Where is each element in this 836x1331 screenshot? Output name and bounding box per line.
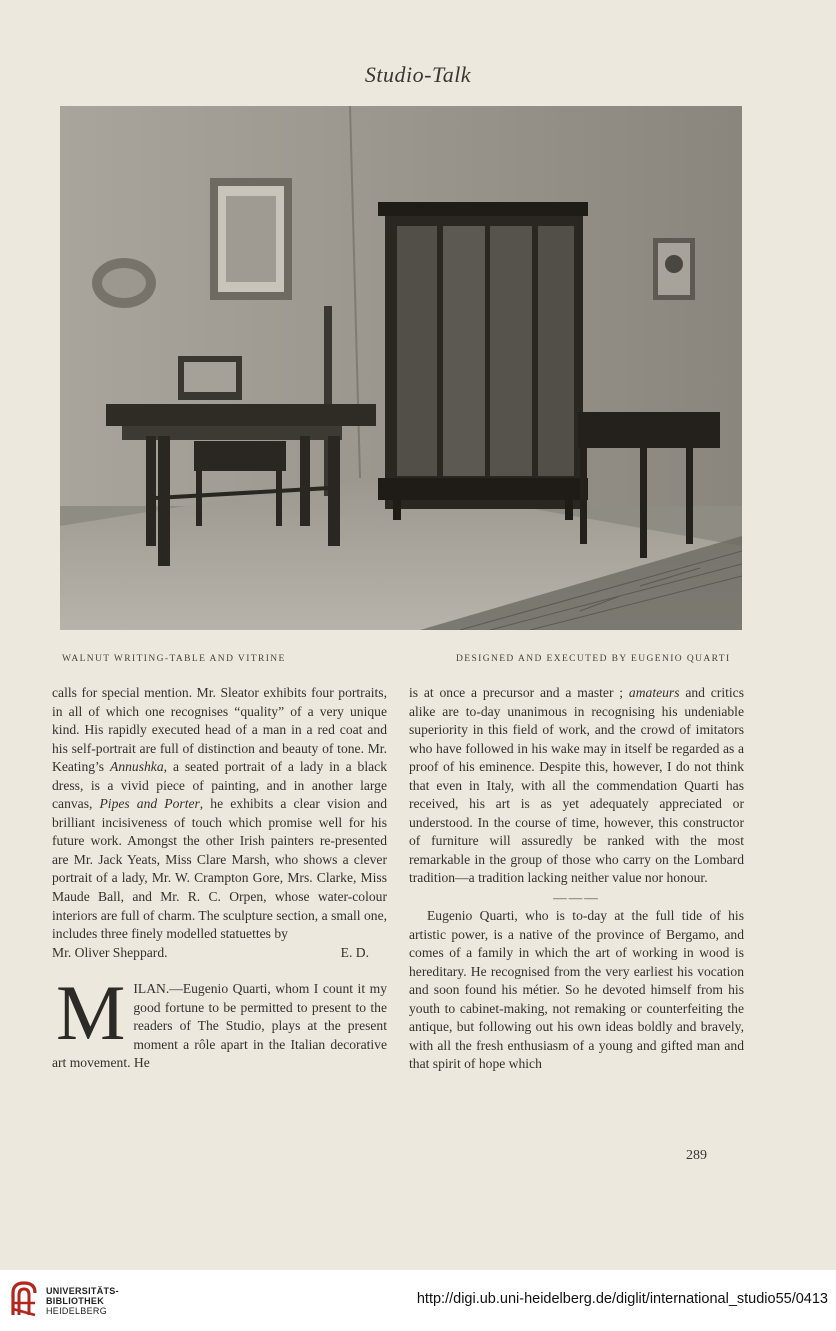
footer-bar bbox=[0, 1270, 836, 1331]
heidelberg-library-logo-icon[interactable] bbox=[9, 1279, 39, 1319]
author-initials: E. D. bbox=[340, 944, 369, 960]
italic-title-pipes-and-porter: Pipes and Porter bbox=[99, 796, 200, 812]
right-paragraph-2: Eugenio Quarti, who is to-day at the full tide of his artistic power, is a native of the province of Bergamo, and comes of a family in which the art of working in wood is hereditary. He recognised from the very earliest his vocation and soon found his métier. So he devoted himself from his youth to cabinet-making, not remaking or counterfeiting the antique, but following out his own ideas boldly and bravely, with all the fresh enthusiasm of a young and gifted man and that spirit of hope which bbox=[409, 908, 744, 1072]
caption-left: WALNUT WRITING-TABLE AND VITRINE bbox=[62, 654, 286, 664]
running-head: Studio-Talk bbox=[364, 62, 472, 87]
source-url-link[interactable]: http://digi.ub.uni-heidelberg.de/diglit/international_studio55/0413 bbox=[416, 1291, 828, 1307]
italic-word-amateurs: amateurs bbox=[628, 685, 680, 700]
italic-title-annushka: Annushka bbox=[110, 759, 164, 775]
section-divider: ——— bbox=[553, 890, 600, 906]
text-run: , he exhibits a clear vision and brilliant incisiveness of touch which promise well for his future work. Amongst the other Irish painters re-presented are Mr. Jack Yeats, Miss Clare Marsh, who shows a clever portrait of a lady, Mr. W. Crampton Gore, Mrs. Clarke, Miss Maude Ball, and Mr. R. C. Orpen, whose water-colour interiors are full of charm. The sculpture section, a small one, includes three finely modelled statuettes by bbox=[52, 796, 387, 942]
text-run: calls for special mention. Mr. Sleator exhibits four portraits, in all of which one recognises “quality” of a very unique kind. His rapidly executed head of a man in a red coat and his self-portrait are full of distinction and beauty of tone. Mr. Keating’s bbox=[52, 685, 387, 775]
left-paragraph-2 bbox=[52, 969, 387, 1073]
library-name[interactable] bbox=[46, 1286, 119, 1316]
left-paragraph-1 bbox=[52, 684, 387, 944]
right-paragraph-1 bbox=[409, 684, 744, 888]
signature-name: Mr. Oliver Sheppard. bbox=[52, 944, 168, 960]
text-run: , a seated portrait of a lady in a black dress, is a vivid piece of painting, and in another large canvas, bbox=[52, 759, 387, 812]
text-run: and critics alike are to-day unanimous in recognising his undeniable superiority in this field of work, and the crowd of imitators who have followed in his wake may in itself be regarded as a proof of his eminence. Despite this, however, I do not think that even in Italy, with all the commendation Quarti has received, his art is as yet adequately appreciated or understood. In the course of time, however, this constructor of furniture will assuredly be ranked with the most remarkable in the group of those who carry on the Lombard tradition—a tradition lacking neither value nor honour. bbox=[409, 685, 744, 886]
library-name-line-1: UNIVERSITÄTS- bbox=[46, 1286, 119, 1296]
text-run: is at once a precursor and a master ; bbox=[409, 685, 629, 700]
drop-cap-lead: ILAN. bbox=[133, 981, 170, 997]
left-column bbox=[52, 684, 387, 1073]
drop-cap-letter: M bbox=[56, 969, 126, 1057]
library-name-line-3: HEIDELBERG bbox=[46, 1306, 108, 1316]
library-name-line-2: BIBLIOTHEK bbox=[46, 1296, 104, 1306]
caption-right: DESIGNED AND EXECUTED BY EUGENIO QUARTI bbox=[456, 654, 731, 664]
furniture-photograph bbox=[60, 106, 742, 630]
page-number: 289 bbox=[686, 1148, 707, 1163]
signature-line bbox=[52, 944, 387, 963]
right-column bbox=[409, 684, 744, 1074]
text-run: —Eugenio Quarti, whom I count it my good fortune to be permitted to present to the readers of The Studio, plays at the present moment a rôle apart in the Italian decorative art movement. He bbox=[52, 981, 387, 1071]
photograph-illustration bbox=[60, 106, 742, 630]
